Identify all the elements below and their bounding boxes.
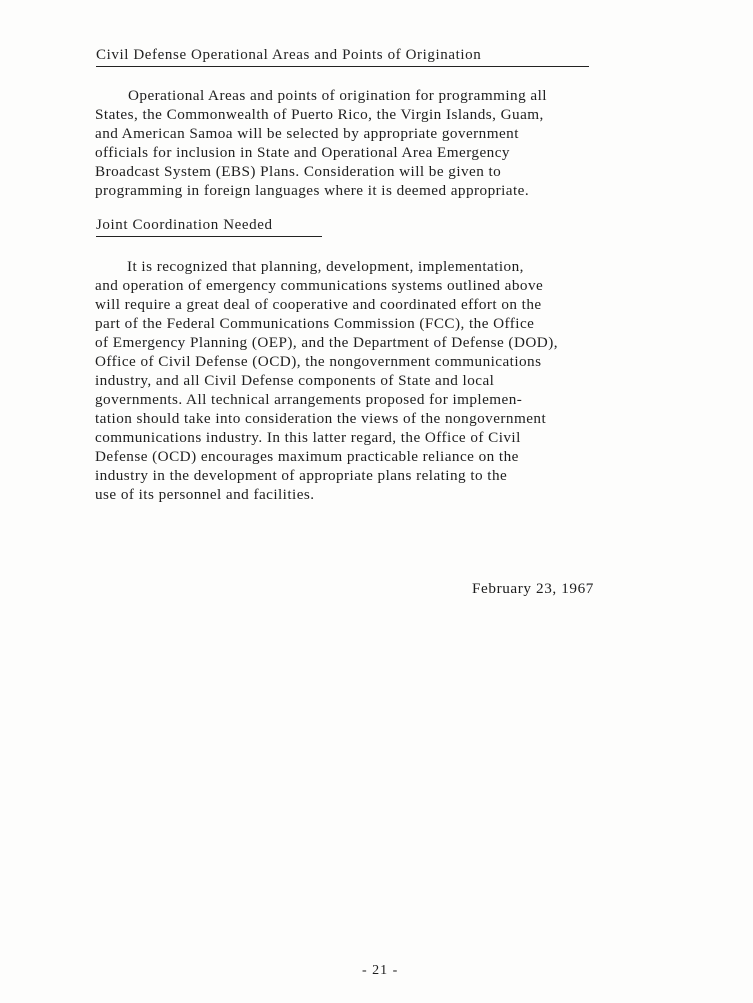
page-number-dash-right: - (392, 963, 399, 978)
paragraph-line: industry, and all Civil Defense components of State and local (95, 372, 495, 389)
paragraph-line: It is recognized that planning, development, implementation, (127, 258, 524, 275)
paragraph-line: part of the Federal Communications Commission (FCC), the Office (95, 315, 535, 332)
section-heading-joint-coordination: Joint Coordination Needed (96, 217, 273, 233)
paragraph-line: Defense (OCD) encourages maximum practicable reliance on the (95, 448, 519, 465)
paragraph-line: Operational Areas and points of origination for programming all (128, 87, 547, 104)
paragraph-line: and American Samoa will be selected by appropriate government (95, 125, 519, 142)
document-date: February 23, 1967 (472, 580, 594, 597)
paragraph-line: will require a great deal of cooperative and coordinated effort on the (95, 296, 542, 313)
paragraph-line: Broadcast System (EBS) Plans. Consideration will be given to (95, 163, 502, 180)
paragraph-line: Office of Civil Defense (OCD), the nongovernment communications (95, 353, 542, 370)
paragraph-line: industry in the development of appropriate plans relating to the (95, 467, 508, 484)
page-number-value: 21 (372, 963, 389, 978)
paragraph-line: programming in foreign languages where it is deemed appropriate. (95, 182, 530, 199)
paragraph-line: officials for inclusion in State and Operational Area Emergency (95, 144, 510, 161)
paragraph-line: States, the Commonwealth of Puerto Rico, the Virgin Islands, Guam, (95, 106, 544, 123)
page-number (362, 963, 398, 979)
heading-underline (96, 236, 322, 237)
paragraph-line: tation should take into consideration the views of the nongovernment (95, 410, 547, 427)
page-number-dash-left: - (362, 963, 368, 978)
paragraph-line: of Emergency Planning (OEP), and the Department of Defense (DOD), (95, 334, 558, 351)
section-heading-civil-defense: Civil Defense Operational Areas and Points of Origination (96, 47, 482, 63)
paragraph-line: and operation of emergency communications systems outlined above (95, 277, 544, 294)
paragraph-line: use of its personnel and facilities. (95, 486, 315, 503)
paragraph-line: communications industry. In this latter regard, the Office of Civil (95, 429, 521, 446)
paragraph-line: governments. All technical arrangements proposed for implemen- (95, 391, 523, 408)
heading-underline (96, 66, 589, 67)
